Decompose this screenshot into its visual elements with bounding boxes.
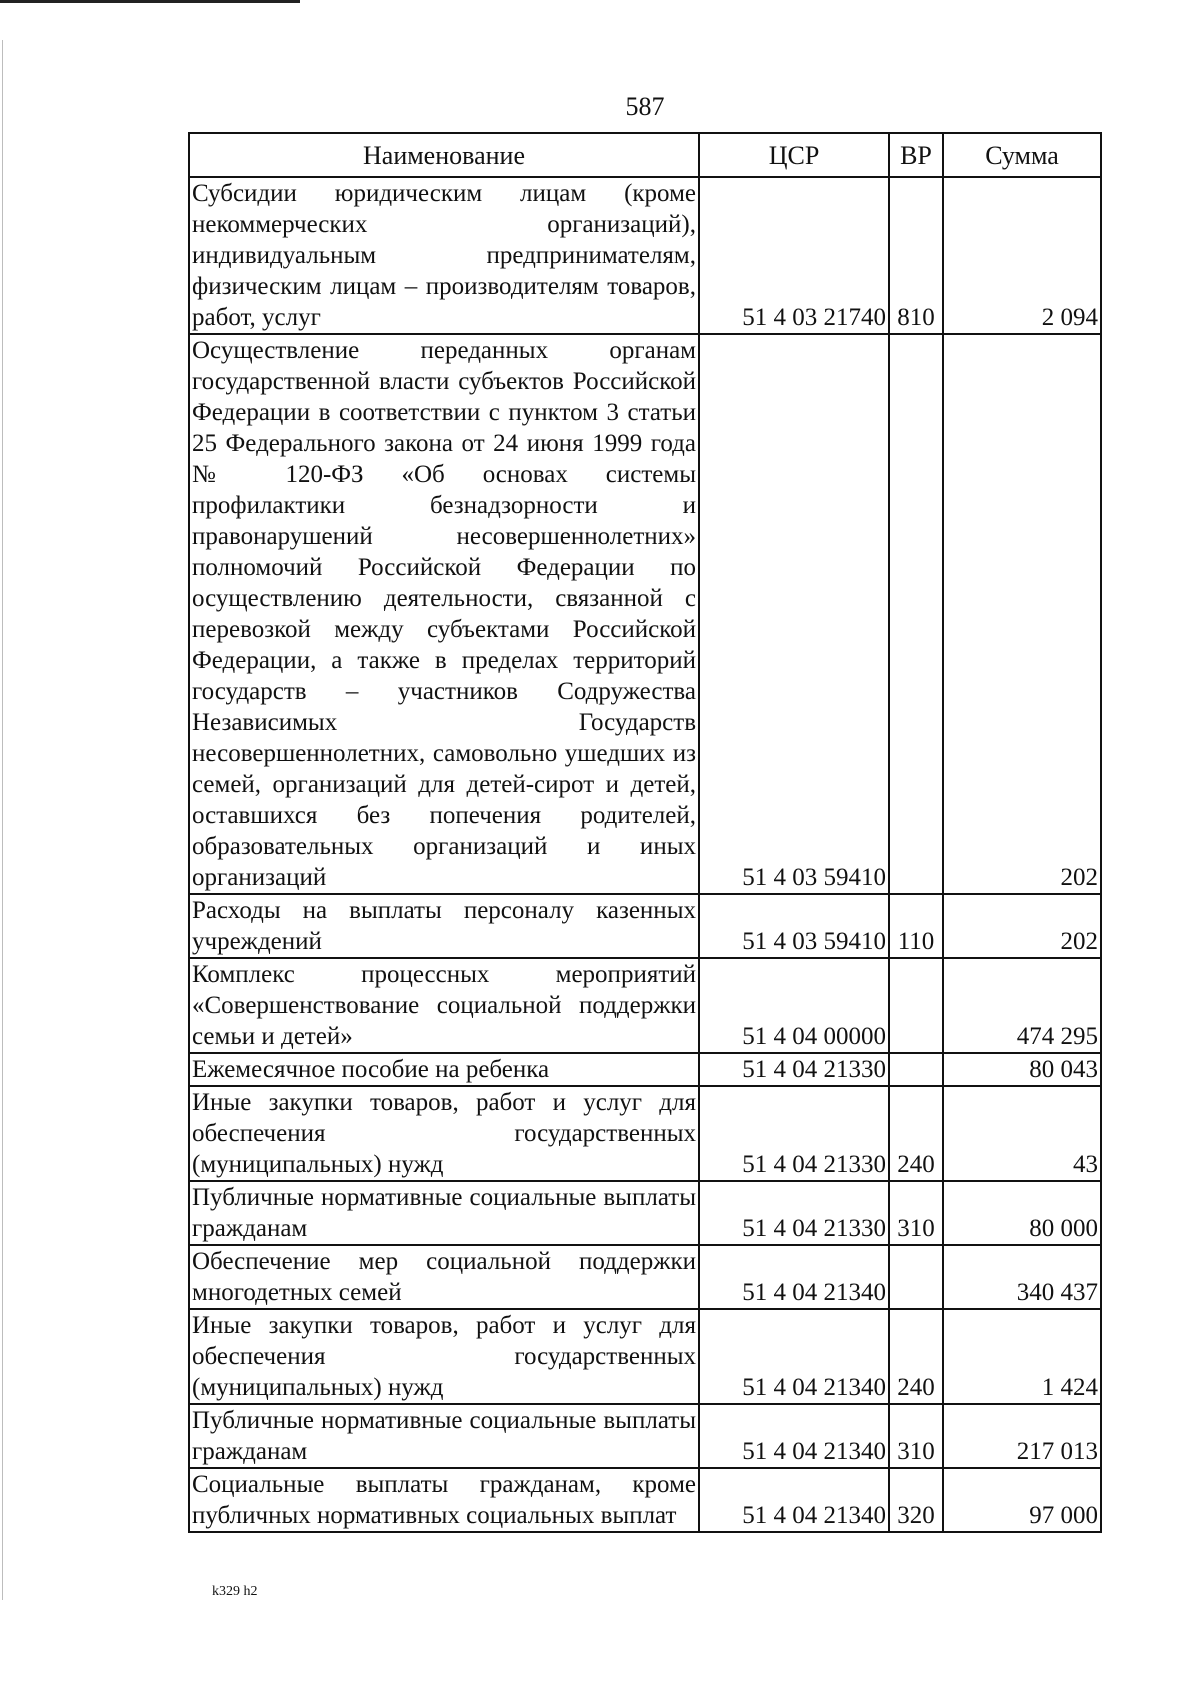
row-csr: 51 4 04 21340	[699, 1245, 889, 1309]
table-row	[189, 1086, 1101, 1181]
table-row	[189, 894, 1101, 958]
row-sum: 340 437	[943, 1245, 1101, 1309]
header-sum: Сумма	[943, 133, 1101, 177]
row-name: Субсидии юридическим лицам (кроме некоммерческих организаций), индивидуальным предпринимателям, физическим лицам – производителям товаров, работ, услуг	[189, 177, 699, 334]
header-csr: ЦСР	[699, 133, 889, 177]
table-row	[189, 1245, 1101, 1309]
row-vr: 310	[889, 1181, 943, 1245]
footer-code: k329 h2	[212, 1584, 258, 1599]
row-name: Публичные нормативные социальные выплаты гражданам	[189, 1181, 699, 1245]
row-sum: 80 000	[943, 1181, 1101, 1245]
row-csr: 51 4 04 21330	[699, 1086, 889, 1181]
header-vr: ВР	[889, 133, 943, 177]
row-vr	[889, 1245, 943, 1309]
row-name: Осуществление переданных органам государственной власти субъектов Российской Федерации в соответствии с пунктом 3 статьи 25 Федерального закона от 24 июня 1999 года № 120-ФЗ «Об основах системы профилактики безнадзорности и правонарушений несовершеннолетних» полномочий Российской Федерации по осуществлению деятельности, связанной с перевозкой между субъектами Российской Федерации, а также в пределах территорий государств – участников Содружества Независимых Государств несовершеннолетних, самовольно ушедших из семей, организаций для детей-сирот и детей, оставшихся без попечения родителей, образовательных организаций и иных организаций	[189, 334, 699, 894]
table-row	[189, 1181, 1101, 1245]
table-row	[189, 958, 1101, 1053]
row-csr: 51 4 03 21740	[699, 177, 889, 334]
row-name: Социальные выплаты гражданам, кроме публичных нормативных социальных выплат	[189, 1468, 699, 1532]
row-vr	[889, 334, 943, 894]
row-sum: 202	[943, 334, 1101, 894]
row-name: Иные закупки товаров, работ и услуг для обеспечения государственных (муниципальных) нужд	[189, 1086, 699, 1181]
table-row	[189, 1053, 1101, 1086]
row-sum: 2 094	[943, 177, 1101, 334]
row-csr: 51 4 04 00000	[699, 958, 889, 1053]
table-header-row	[189, 133, 1101, 177]
row-name: Комплекс процессных мероприятий «Совершенствование социальной поддержки семьи и детей»	[189, 958, 699, 1053]
row-vr: 110	[889, 894, 943, 958]
header-name: Наименование	[189, 133, 699, 177]
page-number: 587	[625, 92, 665, 121]
row-name: Обеспечение мер социальной поддержки многодетных семей	[189, 1245, 699, 1309]
row-csr: 51 4 04 21340	[699, 1468, 889, 1532]
row-csr: 51 4 03 59410	[699, 894, 889, 958]
row-sum: 1 424	[943, 1309, 1101, 1404]
row-name: Расходы на выплаты персоналу казенных учреждений	[189, 894, 699, 958]
row-vr	[889, 958, 943, 1053]
row-csr: 51 4 04 21330	[699, 1181, 889, 1245]
row-name: Иные закупки товаров, работ и услуг для обеспечения государственных (муниципальных) нужд	[189, 1309, 699, 1404]
table-row	[189, 1468, 1101, 1532]
table-row	[189, 1404, 1101, 1468]
table-row	[189, 177, 1101, 334]
row-sum: 97 000	[943, 1468, 1101, 1532]
row-sum: 80 043	[943, 1053, 1101, 1086]
row-vr: 810	[889, 177, 943, 334]
row-sum: 43	[943, 1086, 1101, 1181]
row-csr: 51 4 03 59410	[699, 334, 889, 894]
row-vr: 320	[889, 1468, 943, 1532]
row-vr: 240	[889, 1086, 943, 1181]
row-vr	[889, 1053, 943, 1086]
row-vr: 240	[889, 1309, 943, 1404]
row-csr: 51 4 04 21340	[699, 1309, 889, 1404]
row-vr: 310	[889, 1404, 943, 1468]
row-sum: 217 013	[943, 1404, 1101, 1468]
row-name: Ежемесячное пособие на ребенка	[189, 1053, 699, 1086]
row-name: Публичные нормативные социальные выплаты гражданам	[189, 1404, 699, 1468]
row-csr: 51 4 04 21340	[699, 1404, 889, 1468]
table-row	[189, 1309, 1101, 1404]
row-sum: 474 295	[943, 958, 1101, 1053]
row-csr: 51 4 04 21330	[699, 1053, 889, 1086]
table-row	[189, 334, 1101, 894]
budget-table	[188, 132, 1102, 1533]
row-sum: 202	[943, 894, 1101, 958]
scan-left-edge	[2, 40, 3, 1600]
scan-edge-mark	[0, 0, 300, 3]
